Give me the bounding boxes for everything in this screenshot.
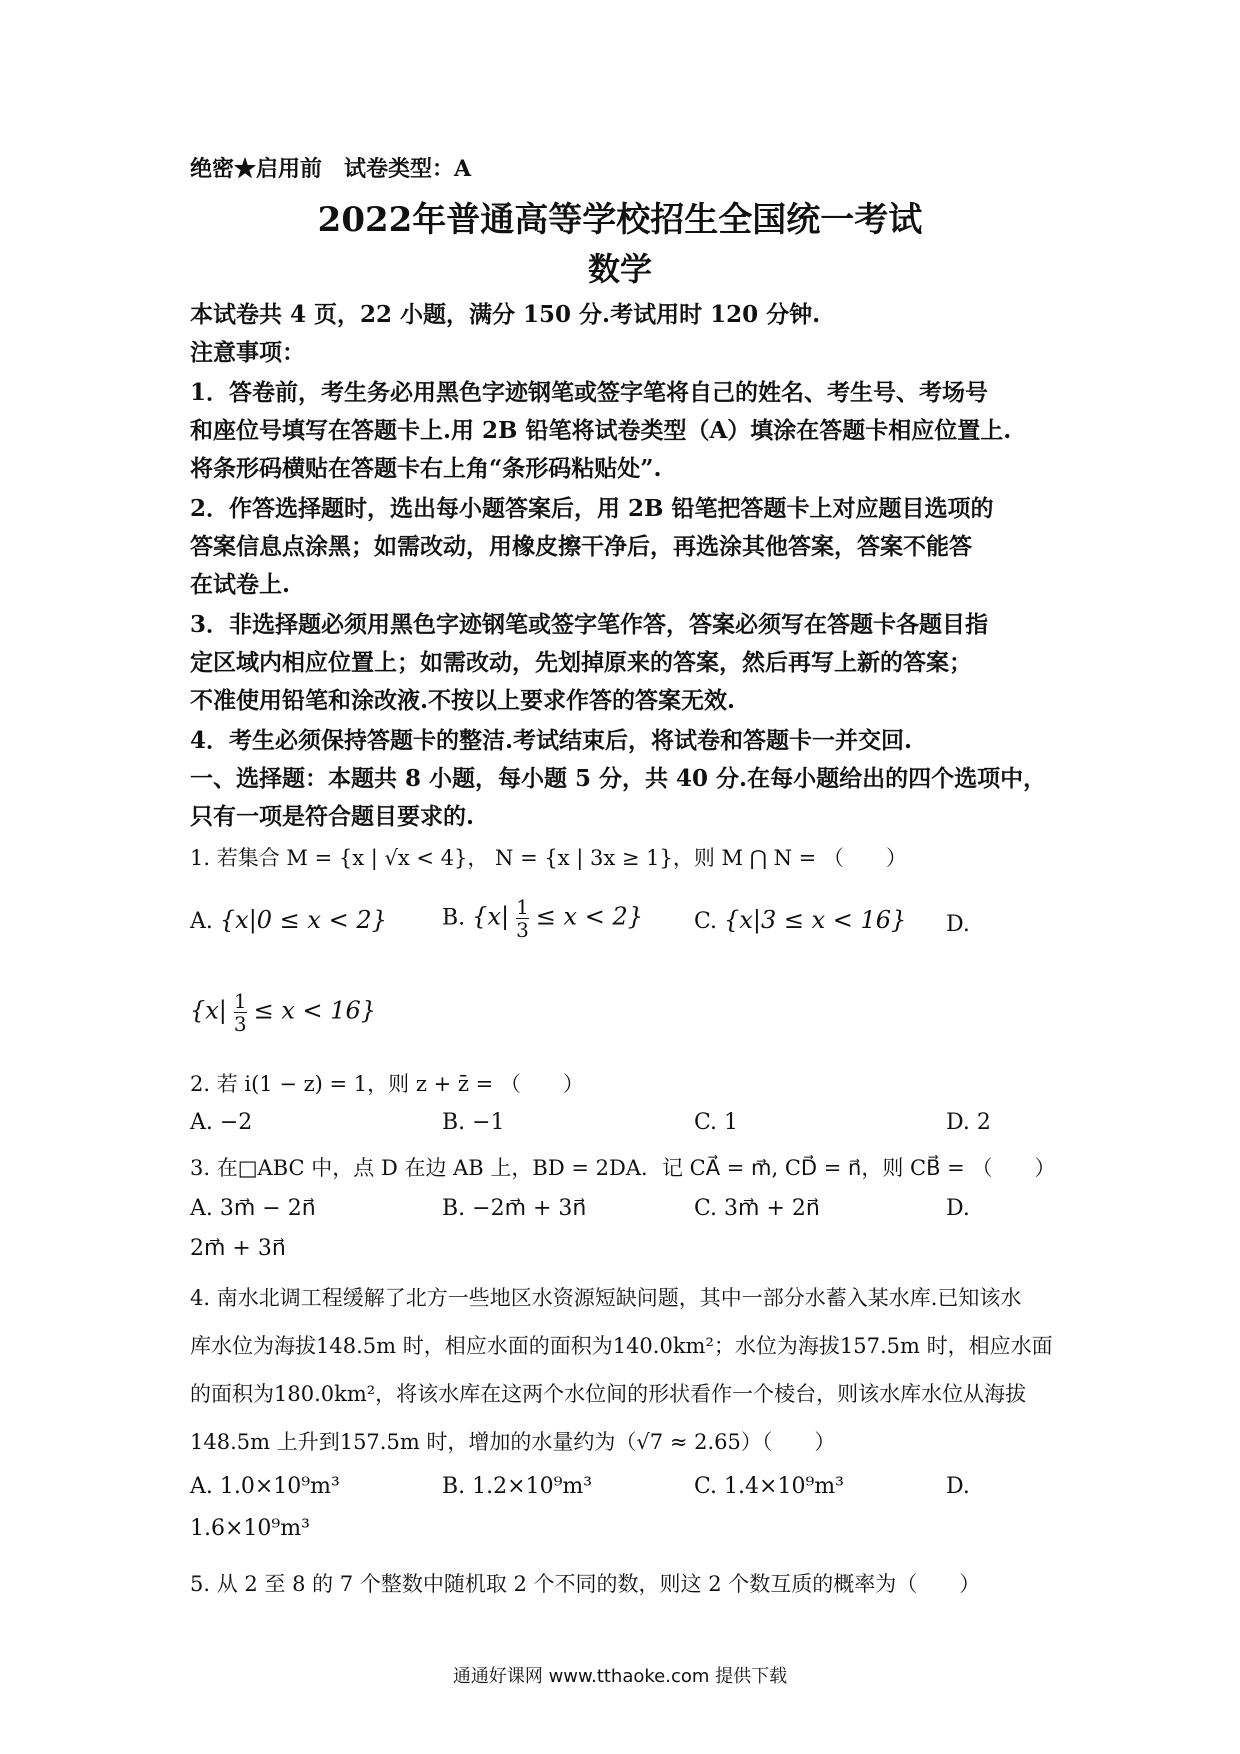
- fraction: [516, 896, 529, 941]
- q2-option-a: A. −2: [190, 1110, 253, 1135]
- note-line: 3．非选择题必须用黑色字迹钢笔或签字笔作答，答案必须写在答题卡各题目指: [190, 611, 989, 638]
- question-5-stem: 5. 从 2 至 8 的 7 个整数中随机取 2 个不同的数，则这 2 个数互质的概率为（ ）: [190, 1572, 981, 1596]
- note-line: 1．答卷前，考生务必用黑色字迹钢笔或签字笔将自己的姓名、考生号、考场号: [190, 379, 989, 406]
- q2-option-c: C. 1: [694, 1110, 739, 1135]
- q1-option-b: [442, 896, 643, 941]
- option-text: {x|3 ≤ x < 16}: [724, 906, 907, 934]
- option-text: ≤ x < 16}: [253, 996, 377, 1025]
- q4-option-b: B. 1.2×10⁹m³: [442, 1474, 593, 1499]
- exam-classification: 绝密★启用前 试卷类型：A: [190, 156, 472, 182]
- option-text: {x|: [190, 996, 227, 1025]
- q4-option-d: 1.6×10⁹m³: [190, 1516, 310, 1541]
- q3-option-d-label: D.: [946, 1196, 970, 1221]
- q3-option-c: C. 3m⃗ + 2n⃗: [694, 1196, 820, 1221]
- question-1-stem: 1. 若集合 M = {x | √x < 4}， N = {x | 3x ≥ 1}，则 M ⋂ N = （ ）: [190, 846, 907, 870]
- note-line: 答案信息点涂黑；如需改动，用橡皮擦干净后，再选涂其他答案，答案不能答: [190, 533, 972, 560]
- q3-option-b: B. −2m⃗ + 3n⃗: [442, 1196, 587, 1221]
- q1-option-d-label: D.: [946, 912, 970, 937]
- denominator: 3: [516, 918, 529, 942]
- option-label: A.: [190, 909, 213, 934]
- question-4-line: 的面积为180.0km²，将该水库在这两个水位间的形状看作一个棱台，则该水库水位从海拔: [190, 1382, 1027, 1406]
- exam-title: 2022年普通高等学校招生全国统一考试: [317, 200, 923, 240]
- section-heading: 只有一项是符合题目要求的.: [190, 803, 475, 830]
- question-4-line: 库水位为海拔148.5m 时，相应水面的面积为140.0km²；水位为海拔157.5m 时，相应水面: [190, 1334, 1053, 1358]
- option-text: {x|0 ≤ x < 2}: [219, 906, 387, 934]
- subject-title: 数学: [587, 250, 652, 288]
- notes-heading: 注意事项：: [190, 339, 305, 366]
- numerator: 1: [516, 895, 529, 919]
- note-line: 在试卷上.: [190, 571, 291, 598]
- note-line: 4．考生必须保持答题卡的整洁.考试结束后，将试卷和答题卡一并交回.: [190, 727, 913, 754]
- denominator: 3: [233, 1012, 247, 1036]
- numerator: 1: [233, 989, 247, 1013]
- option-label: C.: [694, 909, 718, 934]
- fraction: [234, 990, 247, 1035]
- q2-option-b: B. −1: [442, 1110, 505, 1135]
- q4-option-c: C. 1.4×10⁹m³: [694, 1474, 844, 1499]
- q2-option-d: D. 2: [946, 1110, 991, 1135]
- q3-option-a: A. 3m⃗ − 2n⃗: [190, 1196, 316, 1221]
- question-2-stem: 2. 若 i(1 − z) = 1，则 z + z̄ = （ ）: [190, 1072, 584, 1096]
- question-4-line: 148.5m 上升到157.5m 时，增加的水量约为（√7 ≈ 2.65）（ ）: [190, 1430, 836, 1454]
- section-heading: 一、选择题：本题共 8 小题，每小题 5 分，共 40 分.在每小题给出的四个选项中，: [190, 765, 1047, 792]
- q4-option-d-label: D.: [946, 1474, 970, 1499]
- option-text: {x|: [472, 902, 510, 931]
- q4-option-a: A. 1.0×10⁹m³: [190, 1474, 340, 1499]
- question-4-line: 4. 南水北调工程缓解了北方一些地区水资源短缺问题，其中一部分水蓄入某水库.已知该水: [190, 1286, 1022, 1310]
- q1-option-a: [190, 906, 387, 934]
- exam-intro: 本试卷共 4 页，22 小题，满分 150 分.考试用时 120 分钟.: [190, 301, 821, 328]
- question-3-stem: 3. 在□ABC 中，点 D 在边 AB 上，BD = 2DA．记 CA⃗ = m⃗, CD⃗ = n⃗，则 CB⃗ = （ ）: [190, 1156, 1056, 1180]
- footer-source: 通通好课网 www.tthaoke.com 提供下载: [452, 1666, 788, 1687]
- q1-option-d: [190, 990, 376, 1035]
- note-line: 2．作答选择题时，选出每小题答案后，用 2B 铅笔把答题卡上对应题目选项的: [190, 495, 994, 522]
- note-line: 将条形码横贴在答题卡右上角“条形码粘贴处”.: [190, 455, 662, 482]
- note-line: 和座位号填写在答题卡上.用 2B 铅笔将试卷类型（A）填涂在答题卡相应位置上.: [190, 417, 1012, 444]
- option-text: ≤ x < 2}: [535, 902, 643, 931]
- q3-option-d: 2m⃗ + 3n⃗: [190, 1236, 286, 1261]
- note-line: 定区域内相应位置上；如需改动，先划掉原来的答案，然后再写上新的答案；: [190, 649, 972, 676]
- q1-option-c: [694, 906, 906, 934]
- option-label: B.: [442, 905, 466, 931]
- note-line: 不准使用铅笔和涂改液.不按以上要求作答的答案无效.: [190, 687, 736, 714]
